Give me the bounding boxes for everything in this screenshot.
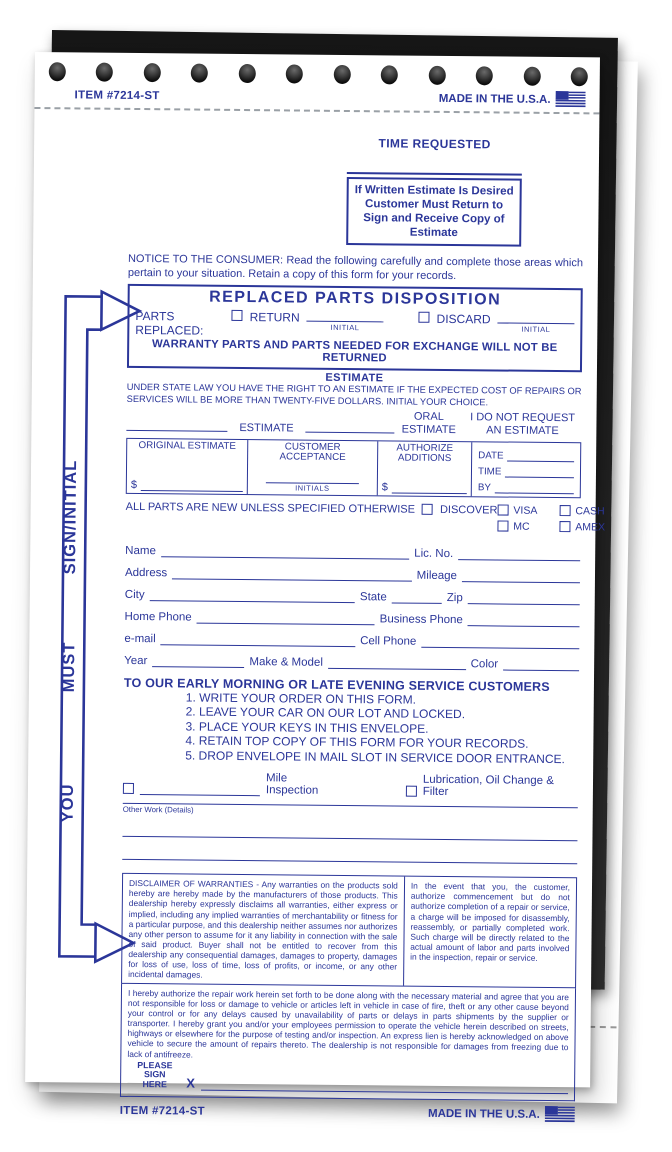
mile-inspection-label: Mile Inspection xyxy=(265,772,319,798)
return-initial-line[interactable] xyxy=(307,311,384,323)
punch-hole xyxy=(144,63,161,82)
return-initial-caption: INITIAL xyxy=(330,323,360,333)
business-phone-field-line[interactable] xyxy=(468,614,580,627)
oral-estimate-line[interactable] xyxy=(305,431,394,433)
no-estimate-label: I DO NOT REQUEST AN ESTIMATE xyxy=(470,411,576,438)
signature-row xyxy=(127,1061,568,1095)
date-line[interactable] xyxy=(507,449,574,462)
cell-phone-field-line[interactable] xyxy=(421,635,579,649)
estimate-option-line[interactable] xyxy=(126,430,227,432)
estimate-law-text: UNDER STATE LAW YOU HAVE THE RIGHT TO AN ESTIMATE IF THE EXPECTED COST OF REPAIRS OR SERVICES WILL BE MORE THAN TWENTY-FIVE DOLLARS. INITIAL YOUR CHOICE. xyxy=(126,382,582,408)
service-item-3: 3. PLACE YOUR KEYS IN THIS ENVELOPE. xyxy=(185,719,429,736)
visa-checkbox[interactable] xyxy=(497,505,508,516)
consumer-notice: NOTICE TO THE CONSUMER: Read the following carefully and complete those areas which pertain to your situation. Retain a copy of this form for your records. xyxy=(127,252,584,283)
cash-checkbox[interactable] xyxy=(559,505,570,516)
card-options xyxy=(497,504,617,533)
punch-hole xyxy=(381,65,398,84)
commencement-text: In the event that you, the customer, authorize commencement but do not authorize completion of a repair or service, a charge will be imposed for disassembly, reassembly, or partially completed work. Such charge will be directly related to the actual amount of labor and parts involved in the inspection, repair or service. xyxy=(403,877,576,987)
discover-label: DISCOVER xyxy=(439,503,498,517)
discard-initial-line[interactable] xyxy=(498,313,575,325)
punch-hole xyxy=(239,64,256,83)
color-label: Color xyxy=(470,657,499,671)
made-in-usa-top: MADE IN THE U.S.A. xyxy=(438,92,551,106)
initials-caption: INITIALS xyxy=(295,483,330,493)
by-line[interactable] xyxy=(495,481,574,494)
mileage-field-line[interactable] xyxy=(462,570,580,583)
city-field-line[interactable] xyxy=(150,589,355,603)
service-customers-heading: TO OUR EARLY MORNING OR LATE EVENING SERVICE CUSTOMERS xyxy=(123,675,550,694)
item-number-top: ITEM #7214-ST xyxy=(74,88,160,102)
warranty-note: WARRANTY PARTS AND PARTS NEEDED FOR EXCHANGE WILL NOT BE RETURNED xyxy=(151,338,558,365)
footer xyxy=(120,1102,575,1123)
mile-inspection-line[interactable] xyxy=(140,783,260,796)
date-label: DATE xyxy=(478,449,504,462)
cash-label: CASH xyxy=(575,504,605,518)
us-flag-icon xyxy=(555,91,585,108)
punch-hole xyxy=(49,62,66,81)
business-phone-label: Business Phone xyxy=(379,613,463,626)
punch-hole xyxy=(96,63,113,82)
discover-checkbox[interactable] xyxy=(422,504,433,515)
time-requested-line[interactable] xyxy=(347,172,522,176)
repair-authorization-text: I hereby authorize the repair work herein set forth to be done along with the necessary material and agree that you are not responsible for loss or damage to vehicle or articles left in vehicle in case of fire, theft or any other cause beyond your control or for any delays caused by unavailability of parts or delays in parts shipments by the supplier or transporter. I hereby grant you and/or your employees permission to operate the vehicle herein described on streets, highways or elsewhere for the purpose of testing and/or inspection. An express lien is hereby acknowledged on above vehicle to secure the amount of repairs thereto. The dealership is not responsible for damages from freezing due to lack of antifreeze. xyxy=(127,988,569,1060)
name-label: Name xyxy=(125,544,156,557)
dollar-sign: $ xyxy=(130,478,138,491)
amex-label: AMEX xyxy=(575,520,606,534)
mc-label: MC xyxy=(513,520,530,533)
punch-hole xyxy=(571,67,588,86)
address-label: Address xyxy=(124,566,168,580)
sidebar-word-you: YOU xyxy=(58,783,77,823)
sidebar-word-must: MUST xyxy=(59,641,79,693)
state-field-line[interactable] xyxy=(392,591,442,603)
warranty-disclaimer-box xyxy=(121,873,577,988)
form-content xyxy=(119,110,606,1123)
zip-field-line[interactable] xyxy=(468,592,580,605)
email-label: e-mail xyxy=(124,632,156,645)
punch-hole xyxy=(428,66,445,85)
replaced-parts-box xyxy=(127,284,583,372)
zip-label: Zip xyxy=(446,591,463,604)
state-label: State xyxy=(359,590,387,604)
lubrication-checkbox[interactable] xyxy=(406,786,417,797)
service-item-1: 1. WRITE YOUR ORDER ON THIS FORM. xyxy=(185,690,417,707)
discard-label: DISCARD xyxy=(436,312,491,327)
address-field-line[interactable] xyxy=(172,567,412,581)
mileage-label: Mileage xyxy=(416,569,458,582)
lic-no-label: Lic. No. xyxy=(414,547,454,560)
sidebar-word-sign-initial: SIGN/INITIAL xyxy=(60,459,81,575)
mc-checkbox[interactable] xyxy=(497,521,508,532)
other-work-line-1[interactable] xyxy=(122,836,577,841)
email-field-line[interactable] xyxy=(161,633,356,647)
home-phone-field-line[interactable] xyxy=(197,611,375,625)
other-work-label: Other Work (Details) xyxy=(122,805,194,815)
estimate-option-label: ESTIMATE xyxy=(239,422,294,435)
customer-fields xyxy=(124,535,580,671)
other-work-line-2[interactable] xyxy=(122,859,577,864)
visa-label: VISA xyxy=(513,504,538,517)
original-estimate-line[interactable] xyxy=(141,479,243,492)
top-stub xyxy=(34,52,600,114)
lubrication-label: Lubrication, Oil Change & Filter xyxy=(422,774,555,799)
punch-hole xyxy=(333,65,350,84)
return-checkbox[interactable] xyxy=(232,310,243,321)
authorize-additions-header: AUTHORIZE ADDITIONS xyxy=(396,442,454,465)
disclaimer-of-warranties-text: DISCLAIMER OF WARRANTIES - Any warranties on the products sold hereby are hereby made by the manufacturers of those products. This dealership hereby expressly disclaims all warranties, either express or implied, including any implied warranties of merchantability or fitness for a particular purpose, and this dealership neither assumes nor authorizes any other person to assume for it any liability in connection with the sale of said product. Buyer shall not be entitled to recover from this dealership any consequential damages, damages to property, damages for loss of use, loss of time, loss of profits, or income, or any other incidental damages. xyxy=(128,878,398,980)
service-item-4: 4. RETAIN TOP COPY OF THIS FORM FOR YOUR RECORDS. xyxy=(185,733,529,752)
by-label: BY xyxy=(477,481,491,494)
please-sign-here-label: PLEASE SIGN HERE xyxy=(137,1059,173,1090)
payment-row xyxy=(125,500,606,534)
us-flag-icon xyxy=(545,1106,575,1123)
authorization-box xyxy=(120,984,576,1101)
service-form-sheet xyxy=(25,52,606,1121)
make-model-label: Make & Model xyxy=(249,655,323,669)
authorize-additions-line[interactable] xyxy=(392,481,467,494)
punch-hole xyxy=(286,64,303,83)
city-label: City xyxy=(124,588,145,601)
estimate-title: ESTIMATE xyxy=(325,372,384,385)
service-item-2: 2. LEAVE YOUR CAR ON OUR LOT AND LOCKED. xyxy=(185,704,466,722)
lic-no-field-line[interactable] xyxy=(458,548,580,561)
dollar-sign: $ xyxy=(381,481,389,494)
oral-estimate-label: ORAL ESTIMATE xyxy=(401,411,456,437)
inspection-row xyxy=(123,771,578,799)
year-field-line[interactable] xyxy=(152,655,244,668)
home-phone-label: Home Phone xyxy=(124,610,192,624)
return-label: RETURN xyxy=(249,310,300,325)
year-label: Year xyxy=(124,654,148,667)
punch-hole xyxy=(191,64,208,83)
written-estimate-box: If Written Estimate Is Desired Customer Must Return to Sign and Receive Copy of Estimate xyxy=(346,177,522,247)
made-in-usa-bottom: MADE IN THE U.S.A. xyxy=(427,1107,540,1121)
punch-hole xyxy=(476,66,493,85)
parts-replaced-label: PARTS REPLACED: xyxy=(135,309,204,338)
original-estimate-header: ORIGINAL ESTIMATE xyxy=(138,439,236,452)
discard-initial-caption: INITIAL xyxy=(521,324,551,335)
customer-acceptance-header: CUSTOMER ACCEPTANCE xyxy=(279,441,346,464)
punch-hole xyxy=(523,67,540,86)
color-field-line[interactable] xyxy=(503,658,579,671)
time-line[interactable] xyxy=(505,465,574,478)
make-model-field-line[interactable] xyxy=(328,657,466,670)
mile-inspection-checkbox[interactable] xyxy=(123,783,134,794)
estimate-table xyxy=(126,438,582,498)
discard-checkbox[interactable] xyxy=(419,312,430,323)
replaced-parts-title: REPLACED PARTS DISPOSITION xyxy=(209,288,502,309)
punch-holes xyxy=(49,62,588,86)
time-requested-label: TIME REQUESTED xyxy=(378,136,491,152)
name-field-line[interactable] xyxy=(161,545,409,559)
amex-checkbox[interactable] xyxy=(559,521,570,532)
customer-signature-line[interactable] xyxy=(201,1077,568,1095)
service-item-5: 5. DROP ENVELOPE IN MAIL SLOT IN SERVICE DOOR ENTRANCE. xyxy=(185,748,565,766)
time-requested-block xyxy=(346,136,522,247)
item-number-bottom: ITEM #7214-ST xyxy=(119,1104,205,1118)
cell-phone-label: Cell Phone xyxy=(360,634,417,648)
time-label: TIME xyxy=(477,465,502,478)
x-mark: X xyxy=(186,1075,196,1091)
estimate-options xyxy=(126,408,581,438)
all-parts-new-text: ALL PARTS ARE NEW UNLESS SPECIFIED OTHERWISE xyxy=(125,500,416,516)
